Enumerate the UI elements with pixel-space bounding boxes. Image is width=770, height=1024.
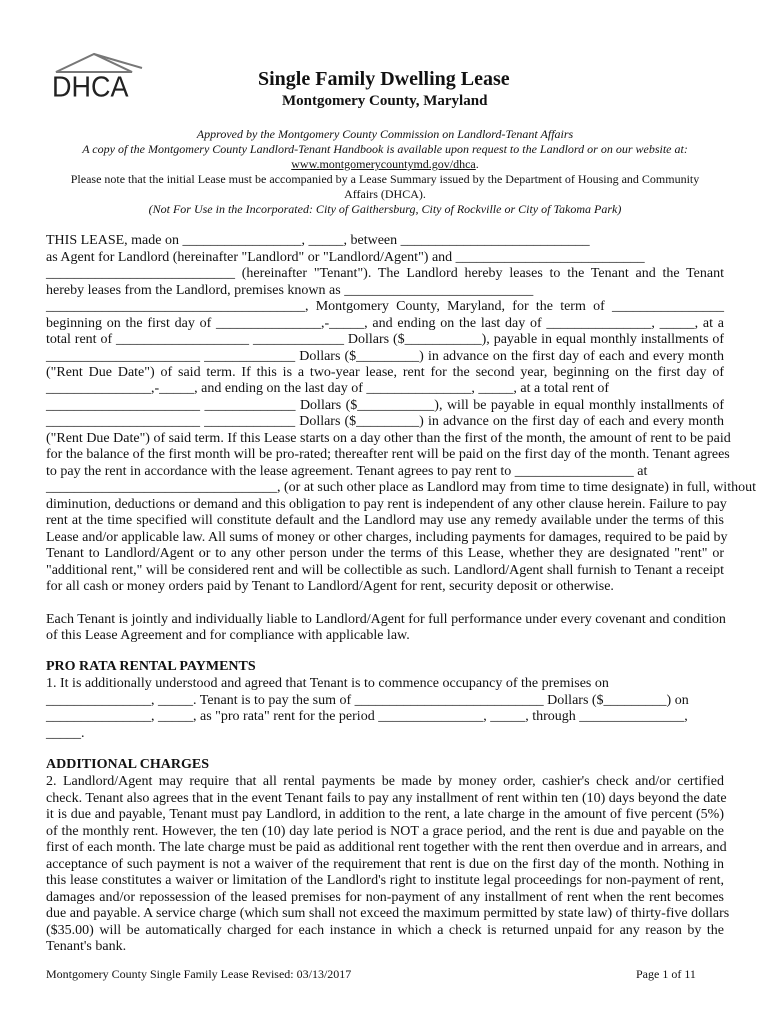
pro-rata-line: 1. It is additionally understood and agreed that Tenant is to commence occupancy of the premises on [46,676,609,691]
dhca-logo [52,52,144,104]
website-line [28,157,742,172]
additional-line: this lease constitutes a waiver or limitation of the Landlord's right to institute legal proceedings for non-payment of rent, [46,873,724,888]
body-line: _____________________________________, Montgomery County, Maryland, for the term of ________________ [46,299,724,314]
body-line: ("Rent Due Date") of said term. If this is a two-year lease, rent for the second year, beginning on the first day of [46,365,724,380]
additional-line: first of each month. The late charge must be paid as additional rent together with the rent then overdue and in arrears, and [46,840,727,855]
body-line: Lease and/or applicable law. All sums of money or other charges, including payments for damages, required to be paid by [46,530,728,545]
body-line: rent at the time specified will constitute default and the Landlord may use any remedy available under the terms of this [46,513,724,528]
logo-text: DHCA [52,71,129,103]
pro-rata-heading: PRO RATA RENTAL PAYMENTS [46,659,256,674]
pro-rata-line: _______________, _____, as "pro rata" rent for the period _______________, _____, through _______________, [46,709,688,724]
jointly-line: Each Tenant is jointly and individually liable to Landlord/Agent for full performance under every covenant and condition [46,612,726,627]
additional-line: of the monthly rent. However, the ten (10) day late period is NOT a grace period, and the rent is due and payable on the [46,824,724,839]
not-for-use-note: (Not For Use in the Incorporated: City of Gaithersburg, City of Rockville or City of Takoma Park) [148,202,622,216]
approved-note: Approved by the Montgomery County Commission on Landlord-Tenant Affairs [196,127,574,141]
body-line: for all cash or money orders paid by Tenant to Landlord/Agent for rent, security deposit or otherwise. [46,579,614,594]
body-line: ______________________ _____________ Dollars ($___________), will be payable in equal monthly installments of [46,398,724,413]
additional-charges-heading: ADDITIONAL CHARGES [46,757,209,772]
body-line: ______________________ _____________ Dollars ($_________) in advance on the first day of each and every month [46,414,724,429]
additional-line: it is due and payable, Tenant must pay Landlord, in addition to the rent, a late charge in the amount of five percent (5%) [46,807,724,822]
page-number: Page 1 of 11 [636,967,696,981]
website-link[interactable]: www.montgomerycountymd.gov/dhca [291,157,476,171]
body-line: ("Rent Due Date") of said term. If this Lease starts on a day other than the first of the month, the amount of rent to be paid [46,431,731,446]
additional-line: Tenant's bank. [46,939,127,954]
additional-line: ($35.00) will be automatically charged for each instance in which a check is returned unpaid for any reason by the [46,923,724,938]
summary-note-1: Please note that the initial Lease must be accompanied by a Lease Summary issued by the Department of Housing and Community [70,172,700,186]
handbook-note: A copy of the Montgomery County Landlord-Tenant Handbook is available upon request to the Landlord or on our website at: [82,142,688,156]
body-line: hereby leases from the Landlord, premises known as ___________________________ [46,283,534,298]
body-line: diminution, deductions or demand and this obligation to pay rent is independent of any other clause herein. Failure to pay [46,497,727,512]
additional-line: 2. Landlord/Agent may require that all rental payments be made by money order, cashier's check and/or certified [46,774,724,789]
body-line: THIS LEASE, made on _________________, _____, between ___________________________ [46,233,590,248]
website-period: . [475,157,479,171]
additional-line: due and payable. A service charge (which sum shall not exceed the maximum permitted by state law) of thirty-five dollars [46,906,730,921]
body-line: _________________________________, (or at such other place as Landlord may from time to time designate) in full, without [46,480,756,495]
page-subtitle: Montgomery County, Maryland [282,93,488,109]
jointly-line: of this Lease Agreement and for compliance with applicable law. [46,628,410,643]
footer-revision: Montgomery County Single Family Lease Revised: 03/13/2017 [46,967,352,981]
body-line: beginning on the first day of _______________,-_____, and ending on the last day of _______________, _____, at a [46,316,724,331]
body-line: to pay the rent in accordance with the lease agreement. Tenant agrees to pay rent to _________________ at [46,464,648,479]
summary-note-2: Affairs (DHCA). [344,187,426,201]
body-line: ______________________ _____________ Dollars ($_________) in advance on the first day of each and every month [46,349,724,364]
body-line: ___________________________ (hereinafter "Tenant"). The Landlord hereby leases to the Tenant and the Tenant [46,266,724,281]
body-line: "additional rent," will be considered rent and will be collectible as such. Landlord/Agent shall furnish to Tenant a receipt [46,563,724,578]
body-line: as Agent for Landlord (hereinafter "Landlord" or "Landlord/Agent") and ___________________________ [46,250,645,265]
additional-line: damages and/or repossession of the leased premises for non-payment of any installment of rent when the rent becomes [46,890,724,905]
pro-rata-line: _____. [46,726,85,741]
page-title: Single Family Dwelling Lease [258,68,510,90]
additional-line: check. Tenant also agrees that in the event Tenant fails to pay any installment of rent within ten (10) days beyond the date [46,791,727,806]
additional-line: acceptance of such payment is not a waiver of the requirement that rent is due on the first day of the month. Nothing in [46,857,724,872]
body-line: Tenant to Landlord/Agent or to any other person under the terms of this Lease, whether they are designated "rent" or [46,546,724,561]
body-line: _______________,-_____, and ending on the last day of _______________, _____, at a total rent of [46,381,610,396]
body-line: total rent of ___________________ _____________ Dollars ($___________), payable in equal monthly installments of [46,332,724,347]
pro-rata-line: _______________, _____. Tenant is to pay the sum of ___________________________ Dollars ($_________) on [46,693,689,708]
body-line: for the balance of the first month will be pro-rated; thereafter rent will be paid on the first day of the month. Tenant agrees [46,447,730,462]
